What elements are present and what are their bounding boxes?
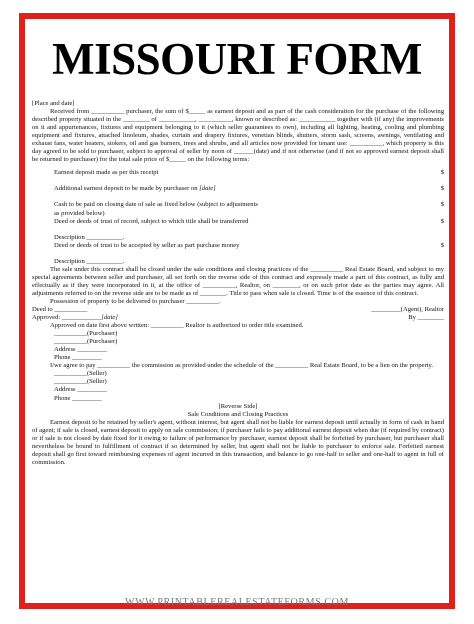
paragraph-received: Received from __________ purchaser, the sum of $_____ as earnest deposit and as part of the cash consideration for the purchase of the following described property situated in the ________ of ___________, __________, known or described as: ___________ together with (if any) the improvements on it and appurtenances, fixtures and equipment belonging to it (which seller guarantees to own), including all lighting, heating, cooling and plumbing equipment and fixtures, attached linoleum, shades, curtain and drapery fixtures, venetian blinds, shutters, storm sash, screens, awnings, ventilating and exhaust fans, water heaters, stokers, oil and gas burners, trees and shrubs, and all articles now provided for tenant use: __________, which property is this day agreed to be sold to purchaser, subject to approval of seller by noon of ______(date) and if not otherwise (and if not so approved earnest deposit shall be returned to purchaser) for the total sale price of $_____ on the following terms: <box>32 108 444 164</box>
commission-paragraph: I/we agree to pay __________ the commission as provided under the schedule of the __________ Real Estate Board, to be a lien on the property. <box>50 362 434 370</box>
form-title: MISSOURI FORM <box>52 34 422 84</box>
term-description-2: Description ___________. <box>54 257 125 265</box>
term-deed-accepted: Deed or deeds of trust to be accepted by seller as part purchase money $ <box>54 241 444 249</box>
term-description-1: Description ___________. <box>54 233 125 241</box>
possession-line: Possession of property to be delivered to purchaser __________. <box>50 297 221 305</box>
paragraph-earnest-retained: Earnest deposit to be retained by seller's agent, without interest, but agent shall not be liable for earnest deposit until actually in form of cash in hand of agent; if sale is closed, earnest deposit to apply on sale commission; if purchaser fails to pay additional earnest deposit when due (if required by contract) or if sale is not closed by date fixed for it owing to failure of performance by purchaser, earnest deposit shall be forfeited by purchaser, but purchaser shall nevertheless be bound to fulfillment of contract if so determined by seller, but agent shall not be liable to purchaser to enforce sale. Forfeited earnest deposit shall go first toward reimbursing expenses of agent incurred in this transaction, and balance to go one-half to seller and one-half to agent in full of commission. <box>32 418 444 466</box>
sale-conditions-heading: Sale Conditions and Closing Practices <box>187 410 289 418</box>
deed-agent-row: Deed to __________ _________(Agent), Realtor <box>32 305 444 313</box>
reverse-side-heading: [Reverse Side] <box>218 402 258 410</box>
place-date: [Place and date] <box>32 100 75 107</box>
purchaser-phone: Phone _________ <box>54 354 102 362</box>
purchaser-address: Address _________ <box>54 346 107 354</box>
paragraph-sale: The sale under this contract shall be closed under the sale conditions and closing practices of the __________ Real Estate Board, and subject to my special agreements between seller and purchaser, all set forth on the reverse side of this contract and expressly made a part of this contract, as fully and effectually as if they were incorporated in it, at the office of __________, Realtor, on ________, or on such prior date as the parties may agree. All adjustments referred to on the reverse side are to be made as of ________. Title to pass when sale is closed. Time is of the essence of this contract. <box>32 265 444 297</box>
term-deed-of-trust: Deed or deeds of trust of record, subject to which title shall be transferred $ <box>54 217 444 225</box>
term-cash-closing: Cash to be paid on closing date of sale as fixed below (subject to adjustments $ <box>54 201 444 209</box>
term-earnest-deposit: Earnest deposit made as per this receipt $ <box>54 169 444 177</box>
seller-signature-2: __________(Seller) <box>54 378 107 386</box>
seller-phone: Phone _________ <box>54 394 102 402</box>
term-additional-deposit: Additional earnest deposit to be made by purchaser on [date] $ <box>54 185 444 193</box>
website-footer: WWW.PRINTABLEREALESTATEFORMS.COM <box>125 597 349 608</box>
seller-address: Address _________ <box>54 386 107 394</box>
seller-signature-1: __________(Seller) <box>54 370 107 378</box>
approved-date-line: Approved on date first above written: __________ Realtor is authorized to order title examined. <box>50 322 304 330</box>
purchaser-signature-2: __________(Purchaser) <box>54 338 118 346</box>
approved-by-row: Approved: ____________[date] By ________ <box>32 314 444 322</box>
purchaser-signature-1: __________(Purchaser) <box>54 330 118 338</box>
form-body: [Place and date] Received from __________ purchaser, the sum of $_____ as earnest deposit and as part of the cash consideration for the purchase of the following described property situated in the ________ of ___________, __________, known or described as: ___________ together with (if any) the improvements on it and appurtenances, fixtures and equipment belonging to it (which seller guarantees to own), including all lighting, heating, cooling and plumbing equipment and fixtures, attached linoleum, shades, curtain and drapery fixtures, venetian blinds, shutters, storm sash, screens, awnings, ventilating and exhaust fans, water heaters, stokers, oil and gas burners, trees and shrubs, and all articles now provided for tenant use: __________, which property is this day agreed to be sold to purchaser, subject to approval of seller by noon of ______(date) and if not otherwise (and if not so approved earnest deposit shall be returned to purchaser) for the total sale price of $_____ on the following terms: Earnest deposit made as per this receipt $ Additional earnest deposit to be made by purchaser on [date] $ Cash to be paid on closing date of sale as fixed below (subject to adjustments $ as provided below) Deed or deeds of trust of record, subject to which title shall be transferred $ Description ___________. Deed or deeds of trust to be accepted by seller as part purchase money $ Description ___________. The sale under this contract shall be closed under the sale conditions and closing practices of the __________ Real Estate Board, and subject to my special agreements between seller and purchaser, all set forth on the reverse side of this contract and expressly made a part of this contract, as fully and effectually as if they were incorporated in it, at the office of __________, Realtor, on ________, or on such prior date as the parties may agree. All adjustments referred to on the reverse side are to be made as of ________. Title to pass when sale is closed. Time is of the essence of this contract. Possession of property to be delivered to purchaser __________. Deed to __________ _________(Agent), Realtor Approved: ____________[date] By ________ Approved on date first above written: __________ Realtor is authorized to order title examined. __________(Purchaser) __________(Purchaser) Address _________ Phone _________ I/we agree to pay __________ the commission as provided under the schedule of the __________ Real Estate Board, to be a lien on the property. __________(Seller) __________(Seller) Address _________ Phone _________ [Reverse Side] Sale Conditions and Closing Practices Earnest deposit to be retained by seller's agent, without interest, but agent shall not be liable for earnest deposit until actually in form of cash in hand of agent; if sale is closed, earnest deposit to apply on sale commission; if purchaser fails to pay additional earnest deposit when due (if required by contract) or if sale is not closed by date fixed for it owing to failure of performance by purchaser, earnest deposit shall be forfeited by purchaser, but purchaser shall nevertheless be bound to fulfillment of contract if so determined by seller, but agent shall not be liable to purchaser to enforce sale. Forfeited earnest deposit shall go first toward reimbursing expenses of agent incurred in this transaction, and balance to go one-half to seller and one-half to agent in full of commission. <box>32 100 444 466</box>
